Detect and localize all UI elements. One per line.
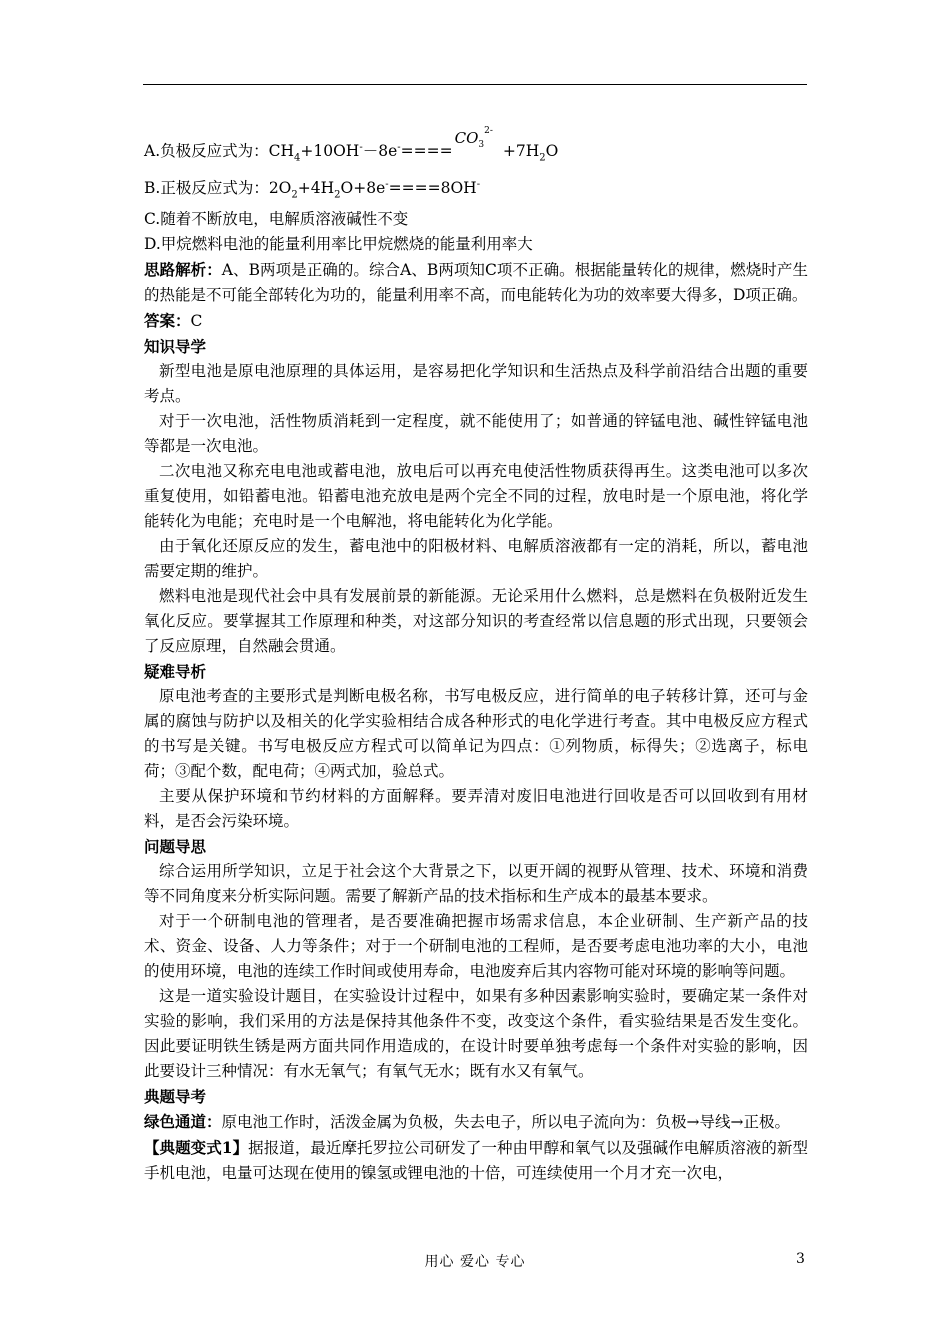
option-b bbox=[144, 172, 808, 207]
option-a-tail: +7H bbox=[502, 142, 540, 161]
carbonate-formula bbox=[455, 117, 493, 163]
section-heading: 疑难导析 bbox=[144, 662, 207, 682]
carbonate-sup: 2- bbox=[484, 126, 493, 137]
option-d: D.甲烷燃料电池的能量利用率比甲烷燃烧的能量利用率大 bbox=[144, 235, 533, 254]
section-paragraph: 这是一道实验设计题目，在实验设计过程中，如果有多种因素影响实验时，要确定某一条件对实验的影响，我们采用的方法是保持其他条件不变，改变这个条件，看实验结果是否发生变化。因此要证明铁生锈是两方面共同作用造成的，在设计时要单独考虑每一个条件对实验的影响，因此要设计三种情况：有水无氧气；有氧气无水；既有水又有氧气。 bbox=[144, 987, 808, 1081]
option-c: C.随着不断放电，电解质溶液碱性不变 bbox=[144, 210, 409, 229]
carbonate-co: CO bbox=[454, 129, 479, 148]
answer-value: C bbox=[190, 312, 203, 331]
option-b-sup2: - bbox=[476, 179, 481, 190]
option-b-part3: O+8e bbox=[340, 179, 386, 198]
section-paragraph: 对于一次电池，活性物质消耗到一定程度，就不能使用了；如普通的锌锰电池、碱性锌锰电池等都是一次电池。 bbox=[144, 412, 808, 456]
section-paragraph: 由于氧化还原反应的发生，蓄电池中的阳极材料、电解质溶液都有一定的消耗，所以，蓄电池需要定期的维护。 bbox=[144, 537, 808, 581]
answer bbox=[144, 308, 808, 334]
page-content bbox=[144, 126, 808, 1186]
footer-text: 用心 爱心 专心 bbox=[424, 1254, 526, 1270]
option-a-sup2: - bbox=[397, 142, 401, 153]
option-a-sub2: 2 bbox=[539, 152, 546, 164]
analysis bbox=[144, 257, 808, 308]
option-a-prefix: A.负极反应式为：CH bbox=[144, 142, 294, 161]
option-b-sub1: 2 bbox=[291, 189, 298, 201]
variant-text: 据报道，最近摩托罗拉公司研发了一种由甲醇和氧气以及强碱作电解质溶液的新型手机电池，电量可达现在使用的镍氢或锂电池的十倍，可连续使用一个月才充一次电， bbox=[144, 1139, 808, 1183]
option-a-tail2: O bbox=[545, 142, 559, 161]
variant-question bbox=[144, 1135, 808, 1186]
section-paragraph: 对于一个研制电池的管理者，是否要准确把握市场需求信息，本企业研制、生产新产品的技术、资金、设备、人力等条件；对于一个研制电池的工程师，是否要考虑电池功率的大小，电池的使用环境，电池的连续工作时间或使用寿命，电池废弃后其内容物可能对环境的影响等问题。 bbox=[144, 912, 808, 981]
option-b-part2: +4H bbox=[297, 179, 335, 198]
option-a-mid: +10OH bbox=[300, 142, 360, 161]
option-b-sup1: - bbox=[385, 179, 389, 190]
section-paragraph: 燃料电池是现代社会中具有发展前景的新能源。无论采用什么燃料，总是燃料在负极附近发生氧化反应。要掌握其工作原理和种类，对这部分知识的考查经常以信息题的形式出现，只要领会了反应原理，自然融会贯通。 bbox=[144, 587, 808, 656]
green-channel bbox=[144, 1109, 808, 1135]
answer-label: 答案： bbox=[144, 311, 191, 331]
option-a-sup: - bbox=[359, 142, 363, 153]
analysis-label: 思路解析： bbox=[144, 260, 222, 280]
variant-label: 【典题变式1】 bbox=[144, 1138, 249, 1158]
section-paragraph: 综合运用所学知识，立足于社会这个大背景之下，以更开阔的视野从管理、技术、环境和消费等不同角度来分析实际问题。需要了解新产品的技术指标和生产成本的最基本要求。 bbox=[144, 862, 808, 906]
option-a bbox=[144, 126, 808, 166]
page-number: 3 bbox=[796, 1251, 805, 1267]
section-paragraph: 二次电池又称充电电池或蓄电池，放电后可以再充电使活性物质获得再生。这类电池可以多次重复使用，如铅蓄电池。铅蓄电池充放电是两个完全不同的过程，放电时是一个原电池，将化学能转化为电能；充电时是一个电解池，将电能转化为化学能。 bbox=[144, 462, 808, 531]
section-paragraph: 新型电池是原电池原理的具体运用，是容易把化学知识和生活热点及科学前沿结合出题的重要考点。 bbox=[144, 362, 808, 406]
section-heading: 知识导学 bbox=[144, 337, 207, 357]
section-heading: 问题导思 bbox=[144, 837, 207, 857]
exam-heading: 典题导考 bbox=[144, 1087, 207, 1107]
green-channel-text: 原电池工作时，活泼金属为负极，失去电子，所以电子流向为：负极→导线→正极。 bbox=[221, 1113, 790, 1132]
option-b-prefix: B.正极反应式为：2O bbox=[144, 179, 292, 198]
carbonate-sub: 3 bbox=[478, 140, 485, 151]
option-b-part4: ====8OH bbox=[388, 179, 477, 198]
header-rule bbox=[143, 84, 807, 85]
option-a-sub: 4 bbox=[294, 152, 301, 164]
section-paragraph: 主要从保护环境和节约材料的方面解释。要弄清对废旧电池进行回收是否可以回收到有用材料，是否会污染环境。 bbox=[144, 787, 808, 831]
analysis-text: A、B两项是正确的。综合A、B两项知C项不正确。根据能量转化的规律，燃烧时产生的热能是不可能全部转化为功的，能量利用率不高，而电能转化为功的效率要大得多，D项正确。 bbox=[144, 261, 808, 305]
option-a-mid3: ==== bbox=[400, 142, 453, 161]
green-channel-label: 绿色通道： bbox=[144, 1112, 222, 1132]
option-a-mid2: －8e bbox=[362, 142, 398, 161]
section-paragraph: 原电池考查的主要形式是判断电极名称，书写电极反应，进行简单的电子转移计算，还可与金属的腐蚀与防护以及相关的化学实验相结合成各种形式的电化学进行考查。其中电极反应方程式的书写是关键。书写电极反应方程式可以简单记为四点：①列物质，标得失；②选离子，标电荷；③配个数，配电荷；④两式加，验总式。 bbox=[144, 687, 808, 781]
option-b-sub2: 2 bbox=[334, 189, 341, 201]
